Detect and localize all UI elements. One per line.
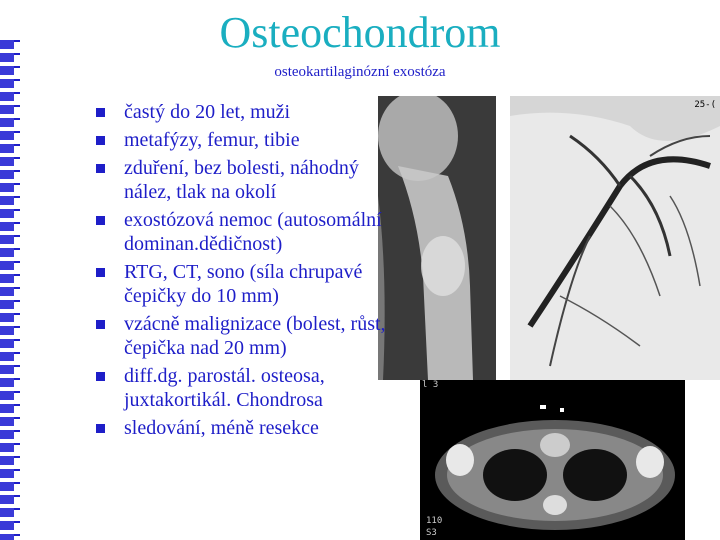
bullet-text: exostózová nemoc (autosomální dominan.dědičnost) <box>124 209 382 255</box>
bullet-text: diff.dg. parostál. osteosa, juxtakortikál. Chondrosa <box>124 365 325 411</box>
square-bullet-icon <box>96 108 105 117</box>
bullet-text: sledování, méně resekce <box>124 417 319 439</box>
slide-subtitle: osteokartilaginózní exostóza <box>274 64 446 80</box>
bullet-item <box>96 260 424 308</box>
bullet-text: metafýzy, femur, tibie <box>124 129 300 151</box>
side-decoration <box>0 40 20 540</box>
bullet-item <box>96 416 396 440</box>
bullet-item <box>96 128 396 152</box>
slide-title: Osteochondrom <box>219 8 501 57</box>
square-bullet-icon <box>96 136 105 145</box>
ct-label-b: S3 <box>426 528 437 538</box>
square-bullet-icon <box>96 268 105 277</box>
ct-label-a: 110 <box>426 516 443 526</box>
square-bullet-icon <box>96 164 105 173</box>
square-bullet-icon <box>96 216 105 225</box>
square-bullet-icon <box>96 372 105 381</box>
angio-drawing <box>510 96 720 380</box>
bullet-item <box>96 364 396 412</box>
bullet-text: RTG, CT, sono (síla chrupavé čepičky do 10 mm) <box>124 261 363 307</box>
ct-image <box>420 380 685 540</box>
bullet-text: vzácně malignizace (bolest, růst, čepička nad 20 mm) <box>124 313 386 359</box>
ct-label-mid: l 3 <box>422 380 439 390</box>
ct-drawing <box>420 380 685 540</box>
square-bullet-icon <box>96 424 105 433</box>
bullet-text: častý do 20 let, muži <box>124 101 291 123</box>
bullet-list <box>96 100 396 444</box>
bullet-item <box>96 100 396 124</box>
angiography-image <box>510 96 720 380</box>
bullet-item <box>96 312 396 360</box>
angio-label-top: 25-( <box>694 100 716 110</box>
bullet-item <box>96 156 396 204</box>
bullet-text: zduření, bez bolesti, náhodný nález, tlak na okolí <box>124 157 359 203</box>
bullet-item <box>96 208 396 256</box>
square-bullet-icon <box>96 320 105 329</box>
